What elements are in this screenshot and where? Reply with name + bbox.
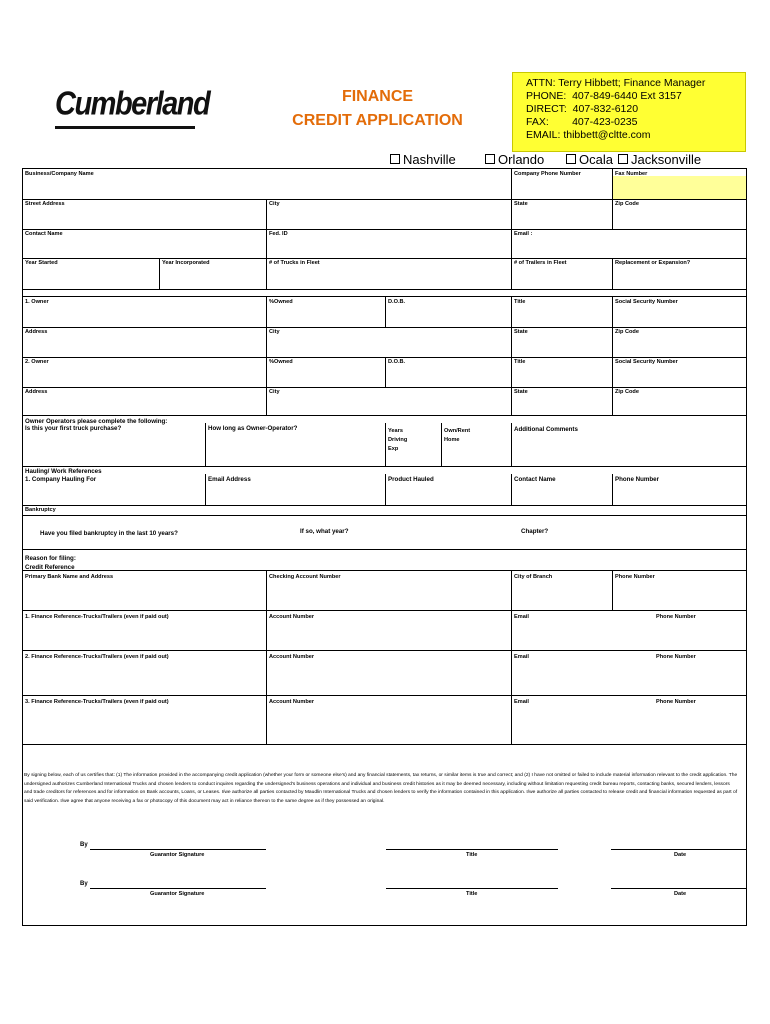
first-truck-question: Is this your first truck purchase? [25, 425, 122, 432]
ssn-label: Social Security Number [615, 299, 678, 305]
finref1-phone-label: Phone Number [656, 614, 696, 620]
contact-box [512, 72, 746, 152]
owner1-address-label: Address [25, 329, 48, 335]
checkbox[interactable] [485, 154, 495, 164]
guarantor-signature-line-2[interactable] [90, 888, 266, 889]
business-name-label: Business/Company Name [25, 171, 94, 177]
owner2-dob-label: D.O.B. [388, 359, 406, 365]
owner2-address-label: Address [25, 389, 48, 395]
city-label: City [269, 201, 280, 207]
product-hauled-label: Product Hauled [388, 476, 434, 483]
location-jacksonville[interactable] [618, 152, 701, 167]
street-address-label: Street Address [25, 201, 65, 207]
bank-phone-label: Phone Number [615, 574, 655, 580]
checkbox[interactable] [566, 154, 576, 164]
finref3-account-label: Account Number [269, 699, 315, 705]
checkbox[interactable] [390, 154, 400, 164]
fed-id-label: Fed. ID [269, 231, 288, 237]
owner1-label: 1. Owner [25, 299, 49, 305]
primary-bank-label: Primary Bank Name and Address [25, 574, 114, 580]
company-logo: Cumberland [55, 85, 210, 123]
year-started-label: Year Started [25, 260, 58, 266]
guarantor-label-1: Guarantor Signature [150, 852, 205, 858]
finref1-email-label: Email [514, 614, 529, 620]
logo-underline [55, 126, 195, 129]
trailers-fleet-label: # of Trailers in Fleet [514, 260, 567, 266]
contact-name-label: Contact Name [25, 231, 63, 237]
location-nashville[interactable] [390, 152, 456, 167]
application-form [22, 168, 747, 926]
how-long-label: How long as Owner-Operator? [208, 425, 298, 432]
contact-fax: FAX: 407-423-0235 [526, 116, 638, 128]
guarantor-signature-line-1[interactable] [90, 849, 266, 850]
location-label: Ocala [579, 152, 613, 167]
owner2-ssn-label: Social Security Number [615, 359, 678, 365]
email-address-label: Email Address [208, 476, 251, 483]
form-title-line2: CREDIT APPLICATION [292, 112, 463, 129]
hauling-refs-heading: Hauling/ Work References [25, 468, 102, 475]
finref2-phone-label: Phone Number [656, 654, 696, 660]
owner2-label: 2. Owner [25, 359, 49, 365]
date-label-1: Date [674, 852, 687, 858]
city-branch-label: City of Branch [514, 574, 553, 580]
email-label: Email : [514, 231, 533, 237]
bankruptcy-chapter-label: Chapter? [521, 528, 549, 535]
location-label: Nashville [403, 152, 456, 167]
form-title-line1: FINANCE [341, 88, 414, 105]
bankruptcy-year-label: If so, what year? [300, 528, 349, 535]
finref1-account-label: Account Number [269, 614, 315, 620]
title-line-1[interactable] [386, 849, 558, 850]
owner1-zip-label: Zip Code [615, 329, 639, 335]
zip-label: Zip Code [615, 201, 639, 207]
bankruptcy-heading: Bankruptcy [25, 507, 56, 513]
location-label: Jacksonville [631, 152, 702, 167]
year-incorporated-label: Year Incorporated [162, 260, 210, 266]
contact-attn: ATTN: Terry Hibbett; Finance Manager [526, 77, 706, 89]
finref2-account-label: Account Number [269, 654, 315, 660]
company-phone-label: Company Phone Number [514, 171, 581, 177]
hauling-contact-label: Contact Name [514, 476, 556, 483]
date-label-2: Date [674, 891, 687, 897]
title-label: Title [514, 299, 526, 305]
owned-pct-label: %Owned [269, 299, 293, 305]
owner-operator-heading: Owner Operators please complete the following: [25, 418, 168, 425]
finref2-label: 2. Finance Reference-Trucks/Trailers (even if paid out) [25, 654, 169, 660]
years-driving-label: Years Driving Exp [388, 428, 408, 452]
owner2-state-label: State [514, 389, 528, 395]
trucks-fleet-label: # of Trucks in Fleet [269, 260, 320, 266]
owner1-city-label: City [269, 329, 280, 335]
hauling-phone-label: Phone Number [615, 476, 660, 483]
date-line-1[interactable] [611, 849, 746, 850]
finref3-email-label: Email [514, 699, 529, 705]
owner2-city-label: City [269, 389, 280, 395]
by-label-2: By [80, 881, 88, 887]
contact-direct: DIRECT: 407-832-6120 [526, 103, 639, 115]
finref3-label: 3. Finance Reference-Trucks/Trailers (even if paid out) [25, 699, 169, 705]
bankruptcy-question: Have you filed bankruptcy in the last 10 years? [40, 530, 178, 537]
contact-phone: PHONE: 407-849-6440 Ext 3157 [526, 90, 682, 102]
finref3-phone-label: Phone Number [656, 699, 696, 705]
title-label-2: Title [466, 891, 478, 897]
own-rent-label: Own/Rent Home [444, 428, 471, 443]
date-line-2[interactable] [611, 888, 746, 889]
checkbox[interactable] [618, 154, 628, 164]
owner1-state-label: State [514, 329, 528, 335]
location-label: Orlando [498, 152, 545, 167]
finref1-label: 1. Finance Reference-Trucks/Trailers (even if paid out) [25, 614, 169, 620]
company-hauling-label: 1. Company Hauling For [25, 476, 97, 483]
by-label-1: By [80, 842, 88, 848]
reason-label: Reason for filing: [25, 555, 76, 562]
fax-label: Fax Number [615, 171, 648, 177]
location-orlando[interactable] [485, 152, 544, 167]
owner2-owned-label: %Owned [269, 359, 293, 365]
title-line-2[interactable] [386, 888, 558, 889]
guarantor-label-2: Guarantor Signature [150, 891, 205, 897]
owner2-zip-label: Zip Code [615, 389, 639, 395]
checking-label: Checking Account Number [269, 574, 341, 580]
dob-label: D.O.B. [388, 299, 406, 305]
owner2-title-label: Title [514, 359, 526, 365]
location-ocala[interactable] [566, 152, 613, 167]
additional-comments-label: Additional Comments [514, 426, 578, 433]
fax-number-field[interactable] [612, 176, 746, 200]
state-label: State [514, 201, 528, 207]
title-label-1: Title [466, 852, 478, 858]
replacement-label: Replacement or Expansion? [615, 260, 691, 266]
contact-email: EMAIL: thibbett@cltte.com [526, 129, 651, 141]
finref2-email-label: Email [514, 654, 529, 660]
credit-reference-heading: Credit Reference [25, 564, 75, 571]
certification-text: By signing below, each of us certifies that: (1) The information provided in the accompanying credit application (whether your form or someone else's) and any financial statements, tax returns, or similar items is true and correct; and (2) I have not omitted or failed to include material information relevant to the credit application. The undersigned authorizes Cumberland International Trucks and chosen lenders to conduct inquires regarding the undersigned's business operations and individual and business credit histories as it may be deemed necessary, including without limitation requesting credit bureau reports, contacting banks, secured lenders, lessors and trade creditors for references and for information on Bank accounts, Loans, or Leases. I/we authorize all parties contacted by Maudlin International Trucks and chosen lenders to verify the information contained in this application. I/we authorize all parties contacted to release credit and financial information requested as part of said verification. I/we agree that anyone receiving a fax or photocopy of this document may act in reliance thereon to the same degree as if they possessed an original. [24, 773, 738, 804]
